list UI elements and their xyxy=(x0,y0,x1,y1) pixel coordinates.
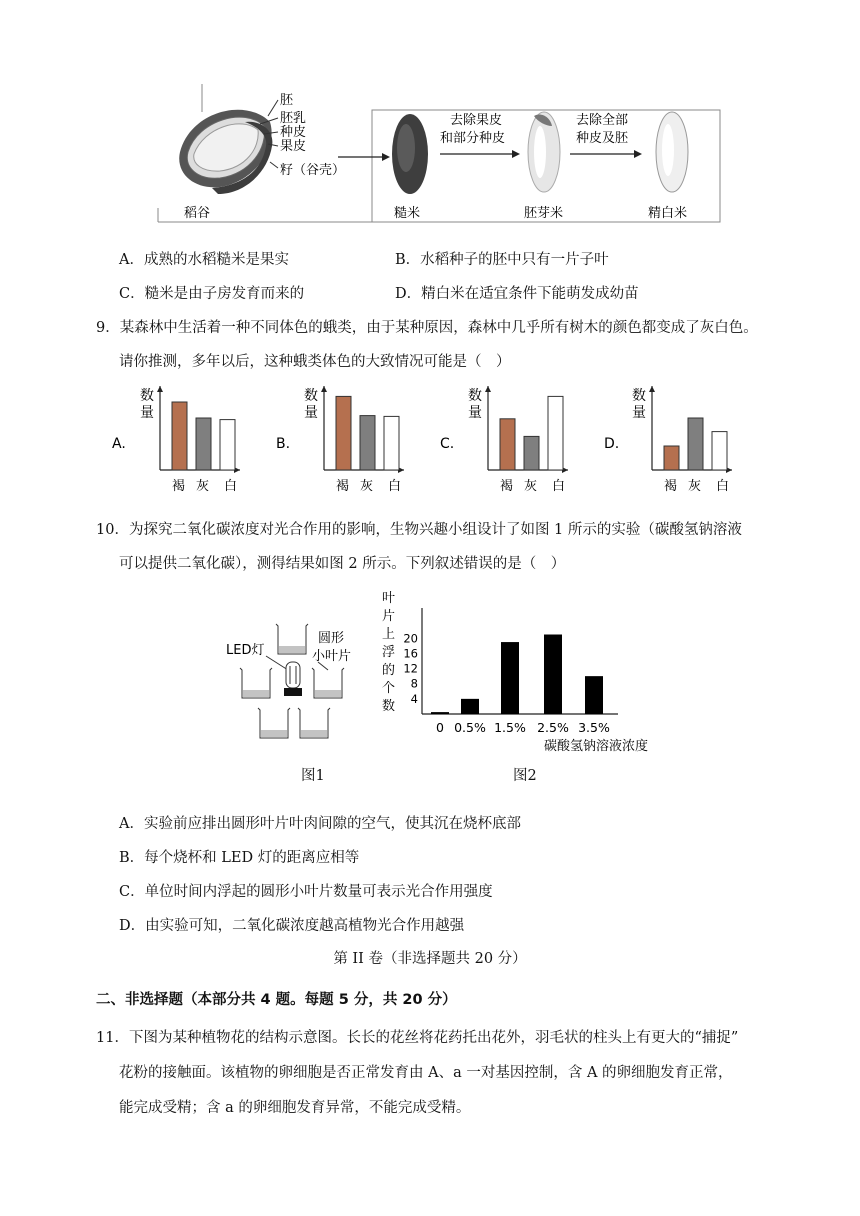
section-heading: 二、非选择题（本部分共 4 题。每题 5 分，共 20 分） xyxy=(96,992,457,1008)
y-axis-label xyxy=(382,591,395,714)
x-tick-label: 3.5% xyxy=(578,720,610,735)
q9-option-letter: D. xyxy=(604,436,620,452)
figure1-apparatus xyxy=(220,616,370,746)
q11-stem-line2: 花粉的接触面。该植物的卵细胞是否正常发育由 A、a 一对基因控制，含 A 的卵细胞发育正常， xyxy=(119,1065,733,1081)
y-axis-label-char: 浮 xyxy=(382,645,396,660)
arrow2-text-1: 去除全部 xyxy=(576,113,629,128)
y-tick-label: 20 xyxy=(403,631,418,646)
q9-category-label: 褐 xyxy=(500,479,514,494)
x-tick-label: 0 xyxy=(436,720,444,735)
q9-stem-line1: 9．某森林中生活着一种不同体色的蛾类，由于某种原因，森林中几乎所有树木的颜色都变成了灰白色。 xyxy=(96,320,758,336)
q9-bar-褐 xyxy=(336,396,351,470)
y-axis-label-char: 叶 xyxy=(382,591,396,606)
arrow2-text-2: 种皮及胚 xyxy=(576,131,629,146)
arrow1-text-1: 去除果皮 xyxy=(450,113,503,128)
figure1-caption: 图1 xyxy=(301,768,325,784)
bar-0 xyxy=(431,712,449,714)
q9-bar-白 xyxy=(548,396,563,470)
q9-option-letter: A. xyxy=(112,436,126,452)
q9-category-label: 白 xyxy=(716,479,730,494)
q9-category-label: 灰 xyxy=(196,479,210,494)
q9-bar-灰 xyxy=(688,418,703,470)
q9-chart-2 xyxy=(276,386,404,494)
bar-3.5% xyxy=(585,676,603,714)
q9-ylabel-char: 量 xyxy=(140,405,154,421)
q9-moth-charts xyxy=(110,378,760,500)
q9-ylabel-char: 量 xyxy=(632,405,646,421)
q9-bar-白 xyxy=(384,416,399,470)
y-axis-label-char: 数 xyxy=(382,699,396,714)
q8-option-a: A．成熟的水稻糙米是果实 xyxy=(119,252,289,268)
q9-category-label: 灰 xyxy=(360,479,374,494)
q9-bar-灰 xyxy=(196,418,211,470)
stage-brown-rice: 糙米 xyxy=(394,206,421,221)
bar-0.5% xyxy=(461,699,479,714)
q9-category-label: 褐 xyxy=(664,479,678,494)
q9-ylabel-char: 数 xyxy=(468,388,482,404)
y-tick-label: 8 xyxy=(410,676,418,691)
q9-ylabel-char: 数 xyxy=(140,388,154,404)
x-tick-label: 0.5% xyxy=(454,720,486,735)
q8-option-b: B．水稻种子的胚中只有一片子叶 xyxy=(395,252,609,268)
y-axis-label-char: 个 xyxy=(382,681,396,696)
bar-2.5% xyxy=(544,635,562,715)
stage-paddy: 稻谷 xyxy=(184,206,211,221)
q10-option-b: B．每个烧杯和 LED 灯的距离应相等 xyxy=(119,850,360,866)
q9-ylabel-char: 数 xyxy=(304,388,318,404)
x-tick-label: 1.5% xyxy=(494,720,526,735)
y-tick-label: 4 xyxy=(410,691,418,706)
y-axis-label-char: 片 xyxy=(382,609,396,624)
x-axis-label: 碳酸氢钠溶液浓度 xyxy=(544,739,649,754)
q9-category-label: 褐 xyxy=(172,479,186,494)
label-endosperm: 胚乳 xyxy=(280,111,307,126)
volume-title: 第 II 卷（非选择题共 20 分） xyxy=(333,951,527,967)
q9-category-label: 白 xyxy=(224,479,238,494)
q9-bar-灰 xyxy=(524,436,539,470)
y-axis-label-char: 的 xyxy=(382,663,396,678)
q9-ylabel-char: 量 xyxy=(468,405,482,421)
bar-1.5% xyxy=(501,642,519,714)
q9-stem-line2: 请你推测，多年以后，这种蛾类体色的大致情况可能是（ ） xyxy=(119,354,511,370)
q9-bar-褐 xyxy=(500,419,515,470)
rice-grain-illustration xyxy=(179,110,272,194)
label-leaf-1: 圆形 xyxy=(318,631,345,646)
q9-bar-褐 xyxy=(172,402,187,470)
arrow1-text-2: 和部分种皮 xyxy=(440,131,506,146)
q9-category-label: 褐 xyxy=(336,479,350,494)
q9-category-label: 灰 xyxy=(524,479,538,494)
q9-category-label: 白 xyxy=(388,479,402,494)
stage-germ-rice: 胚芽米 xyxy=(524,206,564,221)
q10-option-a: A．实验前应排出圆形叶片叶肉间隙的空气，使其沉在烧杯底部 xyxy=(119,816,521,832)
label-husk: 籽（谷壳） xyxy=(280,163,346,178)
y-tick-label: 16 xyxy=(403,646,418,661)
y-tick-label: 12 xyxy=(403,661,418,676)
q9-chart-4 xyxy=(604,386,732,494)
q10-option-c: C．单位时间内浮起的圆形小叶片数量可表示光合作用强度 xyxy=(119,884,493,900)
q10-stem-line2: 可以提供二氧化碳），测得结果如图 2 所示。下列叙述错误的是（ ） xyxy=(119,556,566,572)
q10-stem-line1: 10．为探究二氧化碳浓度对光合作用的影响，生物兴趣小组设计了如图 1 所示的实验（碳酸氢钠溶液 xyxy=(96,522,742,538)
rice-processing-figure xyxy=(150,82,730,232)
q9-bar-白 xyxy=(712,432,727,470)
q9-bar-褐 xyxy=(664,446,679,470)
x-tick-label: 2.5% xyxy=(537,720,569,735)
label-pericarp: 果皮 xyxy=(280,139,307,154)
q9-option-letter: C. xyxy=(440,436,455,452)
q10-option-d: D．由实验可知，二氧化碳浓度越高植物光合作用越强 xyxy=(119,918,465,934)
q9-bar-白 xyxy=(220,420,235,470)
q9-category-label: 灰 xyxy=(688,479,702,494)
label-embryo: 胚 xyxy=(280,93,294,108)
q9-option-letter: B. xyxy=(276,436,291,452)
q9-chart-3 xyxy=(440,386,568,494)
q9-chart-1 xyxy=(112,386,240,494)
figure2-caption: 图2 xyxy=(513,768,537,784)
figure2-bar-chart xyxy=(376,590,672,758)
q9-bar-灰 xyxy=(360,416,375,470)
stage-polished-rice: 精白米 xyxy=(648,206,688,221)
q9-category-label: 白 xyxy=(552,479,566,494)
q8-option-d: D．精白米在适宜条件下能萌发成幼苗 xyxy=(395,286,639,302)
q11-stem-line1: 11．下图为某种植物花的结构示意图。长长的花丝将花药托出花外，羽毛状的柱头上有更大的“捕捉” xyxy=(96,1030,739,1046)
label-leaf-2: 小叶片 xyxy=(312,649,352,664)
q11-stem-line3: 能完成受精；含 a 的卵细胞发育异常，不能完成受精。 xyxy=(119,1100,471,1116)
q8-option-c: C．糙米是由子房发育而来的 xyxy=(119,286,305,302)
label-seed-coat: 种皮 xyxy=(280,125,307,140)
y-axis-label-char: 上 xyxy=(382,627,396,642)
q9-ylabel-char: 量 xyxy=(304,405,318,421)
q9-ylabel-char: 数 xyxy=(632,388,646,404)
label-led: LED灯 xyxy=(226,643,265,658)
